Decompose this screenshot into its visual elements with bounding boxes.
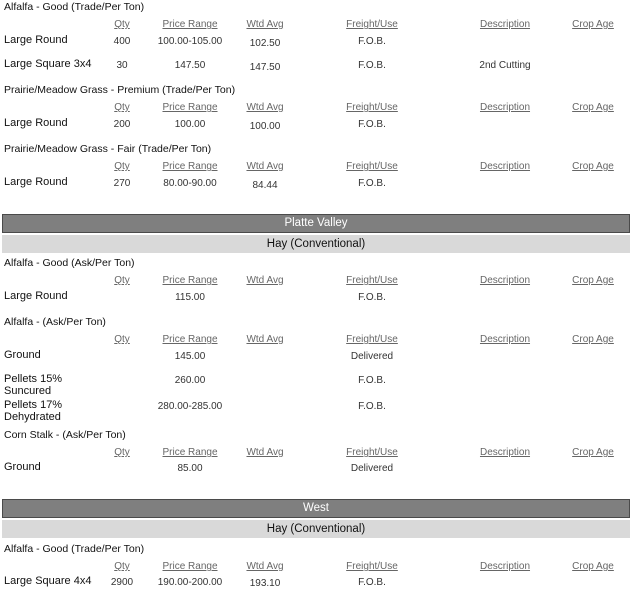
price-range-header: Price Range — [162, 161, 218, 172]
price-range-value: 85.00 — [177, 463, 203, 474]
section-title: Prairie/Meadow Grass - Premium (Trade/Per Ton) — [4, 84, 236, 96]
description-header: Description — [479, 561, 531, 572]
product-name: Large Round — [4, 176, 68, 188]
price-range-value: 115.00 — [175, 292, 205, 303]
wtd-avg-value: 193.10 — [249, 578, 281, 589]
description-header: Description — [479, 275, 531, 286]
freight-header: Freight/Use — [346, 161, 398, 172]
description-header: Description — [479, 161, 531, 172]
description-header: Description — [479, 334, 531, 345]
freight-header: Freight/Use — [346, 447, 398, 458]
wtd-avg-header: Wtd Avg — [246, 447, 284, 458]
qty-value: 270 — [113, 178, 131, 189]
price-range-header: Price Range — [162, 447, 218, 458]
section-title: Alfalfa - Good (Ask/Per Ton) — [4, 257, 135, 269]
freight-header: Freight/Use — [346, 102, 398, 113]
region-header: Platte Valley — [2, 214, 630, 233]
wtd-avg-header: Wtd Avg — [246, 19, 284, 30]
product-name: Large Round — [4, 34, 68, 46]
qty-header: Qty — [114, 19, 130, 30]
section-title: Alfalfa - Good (Trade/Per Ton) — [4, 1, 145, 13]
price-range-value: 100.00 — [174, 119, 206, 130]
qty-value: 400 — [113, 36, 131, 47]
crop-age-header: Crop Age — [572, 447, 614, 458]
wtd-avg-header: Wtd Avg — [246, 561, 284, 572]
qty-header: Qty — [114, 334, 130, 345]
description-header: Description — [479, 19, 531, 30]
product-name: Ground — [4, 461, 41, 473]
wtd-avg-header: Wtd Avg — [246, 275, 284, 286]
freight-value: F.O.B. — [358, 292, 386, 303]
wtd-avg-value: 84.44 — [252, 180, 278, 191]
product-name: Ground — [4, 349, 41, 361]
price-range-value: 100.00-105.00 — [157, 36, 223, 47]
qty-header: Qty — [114, 561, 130, 572]
price-range-value: 147.50 — [174, 60, 206, 71]
price-range-header: Price Range — [162, 561, 218, 572]
description-header: Description — [479, 447, 531, 458]
wtd-avg-value: 100.00 — [249, 121, 281, 132]
region-header: West — [2, 499, 630, 518]
crop-age-header: Crop Age — [572, 275, 614, 286]
freight-value: F.O.B. — [358, 577, 386, 588]
crop-age-header: Crop Age — [572, 561, 614, 572]
description-value: 2nd Cutting — [479, 60, 531, 71]
qty-header: Qty — [114, 275, 130, 286]
description-header: Description — [479, 102, 531, 113]
section-title: Alfalfa - Good (Trade/Per Ton) — [4, 543, 145, 555]
wtd-avg-value: 147.50 — [249, 62, 281, 73]
price-range-value: 280.00-285.00 — [157, 401, 223, 412]
wtd-avg-header: Wtd Avg — [246, 334, 284, 345]
wtd-avg-value: 102.50 — [249, 38, 281, 49]
product-name: Large Square 3x4 — [4, 58, 92, 70]
crop-age-header: Crop Age — [572, 102, 614, 113]
price-range-header: Price Range — [162, 275, 218, 286]
product-name: Pellets 15% Suncured — [4, 373, 63, 397]
freight-value: F.O.B. — [358, 36, 386, 47]
qty-value: 200 — [113, 119, 131, 130]
price-range-header: Price Range — [162, 19, 218, 30]
category-header: Hay (Conventional) — [2, 520, 630, 538]
qty-header: Qty — [114, 102, 130, 113]
section-title: Corn Stalk - (Ask/Per Ton) — [4, 429, 126, 441]
price-range-value: 145.00 — [174, 351, 206, 362]
qty-header: Qty — [114, 161, 130, 172]
price-range-header: Price Range — [162, 334, 218, 345]
wtd-avg-header: Wtd Avg — [246, 102, 284, 113]
price-range-value: 80.00-90.00 — [163, 178, 217, 189]
freight-value: F.O.B. — [358, 401, 386, 412]
freight-header: Freight/Use — [346, 561, 398, 572]
freight-header: Freight/Use — [346, 275, 398, 286]
freight-header: Freight/Use — [346, 334, 398, 345]
price-range-value: 190.00-200.00 — [157, 577, 223, 588]
qty-value: 30 — [116, 60, 128, 71]
crop-age-header: Crop Age — [572, 334, 614, 345]
price-range-value: 260.00 — [174, 375, 206, 386]
qty-value: 2900 — [110, 577, 134, 588]
category-header: Hay (Conventional) — [2, 235, 630, 253]
freight-header: Freight/Use — [346, 19, 398, 30]
product-name: Large Round — [4, 290, 68, 302]
freight-value: Delivered — [350, 463, 394, 474]
freight-value: F.O.B. — [358, 178, 386, 189]
price-range-header: Price Range — [162, 102, 218, 113]
section-title: Alfalfa - (Ask/Per Ton) — [4, 316, 106, 328]
product-name: Large Round — [4, 117, 68, 129]
wtd-avg-header: Wtd Avg — [246, 161, 284, 172]
freight-value: Delivered — [350, 351, 394, 362]
crop-age-header: Crop Age — [572, 19, 614, 30]
product-name: Pellets 17% Dehydrated — [4, 399, 63, 423]
freight-value: F.O.B. — [358, 375, 386, 386]
product-name: Large Square 4x4 — [4, 575, 92, 587]
freight-value: F.O.B. — [358, 60, 386, 71]
freight-value: F.O.B. — [358, 119, 386, 130]
crop-age-header: Crop Age — [572, 161, 614, 172]
qty-header: Qty — [114, 447, 130, 458]
section-title: Prairie/Meadow Grass - Fair (Trade/Per Ton) — [4, 143, 212, 155]
